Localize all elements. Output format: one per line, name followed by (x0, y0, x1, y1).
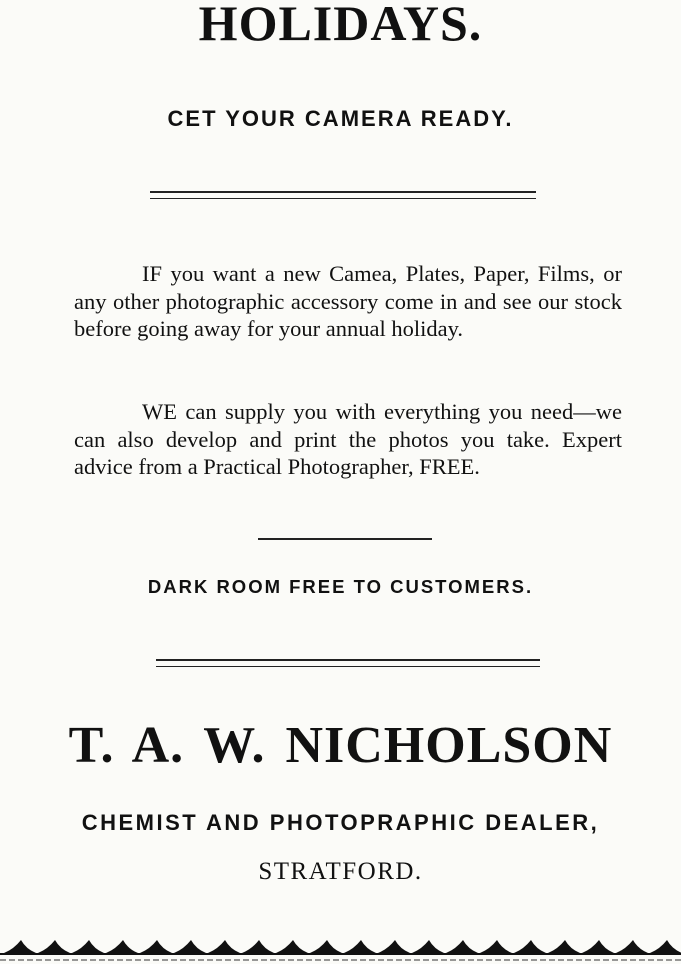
short-rule (258, 538, 432, 540)
border-ornament (412, 940, 444, 953)
merchant-town: STRATFORD. (258, 858, 423, 885)
border-ornament (616, 940, 648, 953)
border-ornament (548, 940, 580, 953)
border-ornament (4, 940, 36, 953)
body-paragraph-2: WE can supply you with everything you need—we can also develop and print the photos you take. Expert advice from a Practical Photographer, FREE. (74, 399, 622, 479)
merchant-trade: CHEMIST AND PHOTOPRAPHIC DEALER, (81, 810, 600, 835)
advert-title: HOLIDAYS. (198, 0, 483, 51)
border-ornament (106, 940, 138, 953)
advert-subtitle: CET YOUR CAMERA READY. (167, 106, 514, 131)
merchant-name: T. A. W. NICHOLSON (68, 717, 613, 774)
border-ornament (72, 940, 104, 953)
border-ornament (514, 940, 546, 953)
border-ornament (208, 940, 240, 953)
border-ornament (242, 940, 274, 953)
border-ornament (276, 940, 308, 953)
double-rule-bottom-lower (156, 666, 540, 667)
double-rule-top-upper (150, 191, 536, 193)
border-ornament (344, 940, 376, 953)
dark-room-notice: DARK ROOM FREE TO CUSTOMERS. (147, 576, 534, 597)
border-ornament (140, 940, 172, 953)
double-rule-top-lower (150, 198, 536, 199)
border-ornament (174, 940, 206, 953)
double-rule-bottom-upper (156, 659, 540, 661)
body-paragraph-1: IF you want a new Camea, Plates, Paper, Films, or any other photographic accessory come in and see our stock before going away for your annual holiday. (74, 261, 622, 341)
border-ornament (310, 940, 342, 953)
border-ornament (582, 940, 614, 953)
border-ornament (38, 940, 70, 953)
border-ornament (480, 940, 512, 953)
border-ornament (650, 940, 681, 953)
decorative-border (0, 934, 681, 964)
border-ornament (446, 940, 478, 953)
border-ornament (378, 940, 410, 953)
